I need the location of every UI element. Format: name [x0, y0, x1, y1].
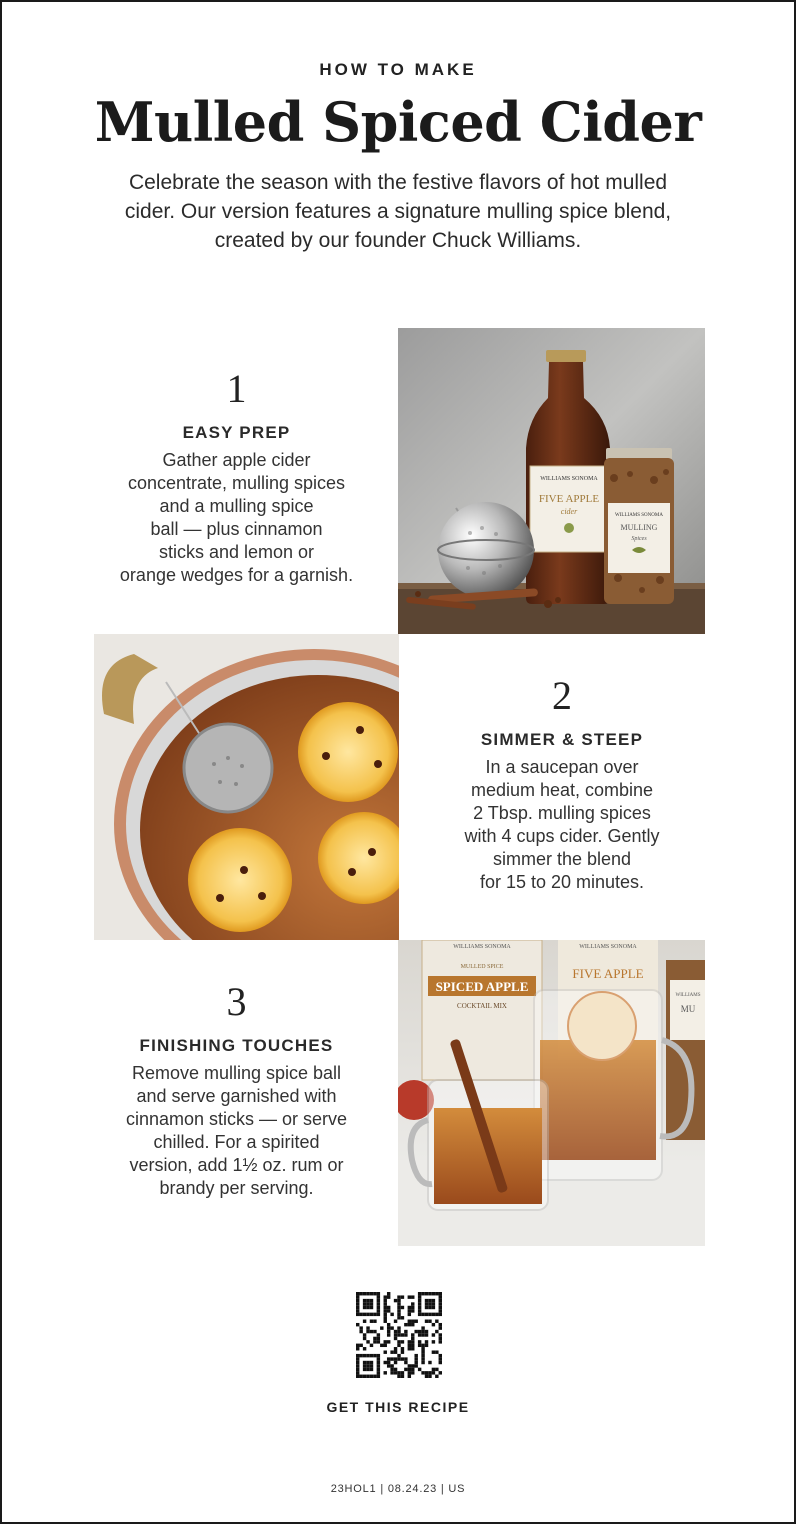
photo-mugs	[398, 940, 705, 1246]
bottle-name-label: FIVE APPLE	[538, 493, 600, 505]
mix-top-label: MULLED SPICE	[460, 964, 504, 970]
photo-pot	[94, 634, 399, 940]
page-title: Mulled Spiced Cider	[94, 90, 702, 154]
mix-brand-label: WILLIAMS SONOMA	[453, 944, 511, 950]
intro-paragraph: Celebrate the season with the festive flavors of hot mulled cider. Our version features a signature mulling spice blend, created by our founder Chuck Williams.	[124, 171, 672, 252]
cider-name-label: FIVE APPLE	[572, 966, 644, 981]
step-2	[422, 673, 702, 894]
step-title: FINISHING TOUCHES	[139, 1036, 334, 1055]
step-1	[94, 366, 379, 587]
photo-ingredients	[398, 328, 705, 634]
mix-name-label: SPICED APPLE	[435, 979, 529, 994]
jar2-name-label: MU	[680, 1004, 696, 1014]
step-title: EASY PREP	[182, 423, 291, 442]
bottle-brand-label: WILLIAMS SONOMA	[540, 476, 598, 482]
jar2-brand-label: WILLIAMS	[675, 993, 701, 998]
cider-brand-label: WILLIAMS SONOMA	[579, 944, 637, 950]
step-number: 3	[226, 979, 247, 1024]
jar-sub-label: Spices	[631, 536, 647, 542]
qr-code[interactable]	[356, 1292, 442, 1378]
bottle-sub-label: cider	[560, 507, 578, 516]
step-number: 1	[226, 366, 247, 411]
jar-brand-label: WILLIAMS SONOMA	[615, 513, 663, 518]
step-number: 2	[552, 673, 572, 718]
eyebrow-heading: HOW TO MAKE	[319, 60, 477, 79]
step-title: SIMMER & STEEP	[480, 730, 644, 749]
step-body: Gather apple cider concentrate, mulling spices and a mulling spice ball — plus cinnamon sticks and lemon or orange wedges for a garnish.	[119, 450, 354, 585]
get-recipe-label[interactable]: GET THIS RECIPE	[326, 1399, 470, 1415]
footer-code: 23HOL1 | 08.24.23 | US	[330, 1483, 466, 1495]
mix-sub-label: COCKTAIL MIX	[457, 1002, 507, 1010]
step-body: In a saucepan over medium heat, combine 2 Tbsp. mulling spices with 4 cups cider. Gently simmer the blend for 15 to 20 minutes.	[464, 757, 660, 892]
jar-name-label: MULLING	[620, 523, 658, 532]
step-body: Remove mulling spice ball and serve garnished with cinnamon sticks — or serve chilled. For a spirited version, add 1½ oz. rum or brandy per serving.	[125, 1063, 348, 1198]
step-3	[94, 979, 379, 1200]
